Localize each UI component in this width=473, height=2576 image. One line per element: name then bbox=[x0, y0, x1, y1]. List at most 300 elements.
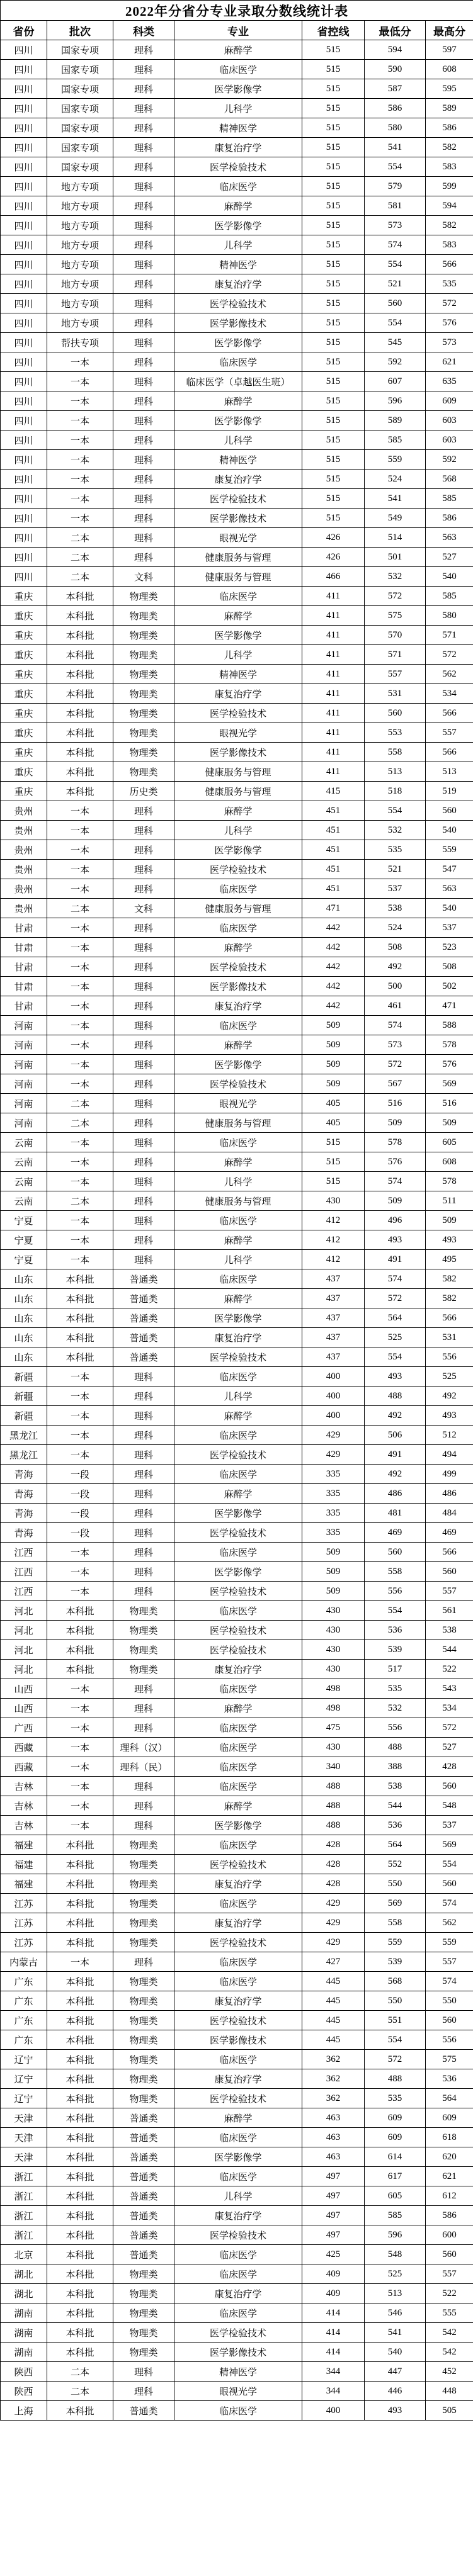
cell-control-line: 509 bbox=[302, 1016, 365, 1035]
cell-max-score: 578 bbox=[426, 1035, 473, 1055]
cell-major: 医学检验技术 bbox=[174, 294, 302, 313]
cell-province: 贵州 bbox=[1, 860, 47, 879]
cell-batch: 本科批 bbox=[47, 1308, 113, 1328]
cell-max-score: 537 bbox=[426, 918, 473, 938]
cell-max-score: 505 bbox=[426, 2401, 473, 2421]
cell-category: 物理类 bbox=[113, 1835, 174, 1855]
cell-min-score: 537 bbox=[365, 879, 426, 899]
cell-batch: 二本 bbox=[47, 2382, 113, 2401]
cell-major: 麻醉学 bbox=[174, 1152, 302, 1172]
cell-control-line: 430 bbox=[302, 1660, 365, 1679]
cell-max-score: 543 bbox=[426, 1679, 473, 1699]
cell-category: 理科 bbox=[113, 1386, 174, 1406]
cell-major: 医学检验技术 bbox=[174, 1582, 302, 1601]
cell-min-score: 568 bbox=[365, 1972, 426, 1991]
cell-max-score: 542 bbox=[426, 2343, 473, 2362]
cell-batch: 二本 bbox=[47, 899, 113, 918]
cell-control-line: 509 bbox=[302, 1074, 365, 1094]
cell-max-score: 568 bbox=[426, 470, 473, 489]
cell-batch: 一本 bbox=[47, 1211, 113, 1230]
cell-category: 文科 bbox=[113, 567, 174, 587]
table-row bbox=[1, 1855, 473, 1874]
cell-control-line: 425 bbox=[302, 2245, 365, 2264]
cell-max-score: 471 bbox=[426, 996, 473, 1016]
table-row bbox=[1, 1972, 473, 1991]
cell-province: 湖南 bbox=[1, 2323, 47, 2343]
cell-control-line: 430 bbox=[302, 1640, 365, 1660]
cell-control-line: 437 bbox=[302, 1269, 365, 1289]
cell-min-score: 491 bbox=[365, 1445, 426, 1465]
cell-max-score: 603 bbox=[426, 430, 473, 450]
cell-control-line: 409 bbox=[302, 2264, 365, 2284]
cell-province: 吉林 bbox=[1, 1816, 47, 1835]
table-row bbox=[1, 977, 473, 996]
cell-min-score: 554 bbox=[365, 801, 426, 821]
cell-control-line: 400 bbox=[302, 2401, 365, 2421]
cell-category: 理科 bbox=[113, 1152, 174, 1172]
cell-province: 甘肃 bbox=[1, 957, 47, 977]
cell-batch: 一本 bbox=[47, 489, 113, 509]
cell-batch: 一本 bbox=[47, 879, 113, 899]
table-row bbox=[1, 1191, 473, 1211]
cell-major: 临床医学 bbox=[174, 60, 302, 79]
table-row bbox=[1, 1523, 473, 1543]
cell-max-score: 569 bbox=[426, 1835, 473, 1855]
cell-batch: 国家专项 bbox=[47, 40, 113, 60]
cell-batch: 一本 bbox=[47, 1699, 113, 1718]
cell-batch: 帮扶专项 bbox=[47, 333, 113, 352]
cell-batch: 本科批 bbox=[47, 2186, 113, 2206]
table-row bbox=[1, 489, 473, 509]
cell-control-line: 429 bbox=[302, 1894, 365, 1913]
cell-province: 北京 bbox=[1, 2245, 47, 2264]
cell-max-score: 594 bbox=[426, 196, 473, 216]
cell-batch: 一段 bbox=[47, 1504, 113, 1523]
cell-major: 健康服务与管理 bbox=[174, 567, 302, 587]
cell-category: 理科 bbox=[113, 2382, 174, 2401]
cell-max-score: 618 bbox=[426, 2128, 473, 2147]
cell-min-score: 558 bbox=[365, 1913, 426, 1933]
cell-max-score: 564 bbox=[426, 2089, 473, 2108]
cell-min-score: 541 bbox=[365, 489, 426, 509]
table-row bbox=[1, 1055, 473, 1074]
table-row bbox=[1, 352, 473, 372]
cell-max-score: 522 bbox=[426, 2284, 473, 2303]
cell-major: 麻醉学 bbox=[174, 801, 302, 821]
cell-province: 河北 bbox=[1, 1660, 47, 1679]
cell-max-score: 608 bbox=[426, 60, 473, 79]
cell-province: 重庆 bbox=[1, 762, 47, 782]
cell-batch: 本科批 bbox=[47, 782, 113, 801]
cell-category: 理科 bbox=[113, 1426, 174, 1445]
cell-control-line: 515 bbox=[302, 118, 365, 138]
cell-batch: 国家专项 bbox=[47, 118, 113, 138]
cell-province: 重庆 bbox=[1, 626, 47, 645]
cell-major: 儿科学 bbox=[174, 99, 302, 118]
cell-min-score: 586 bbox=[365, 99, 426, 118]
table-row bbox=[1, 2284, 473, 2303]
column-header-category: 科类 bbox=[113, 21, 174, 40]
cell-province: 河南 bbox=[1, 1055, 47, 1074]
cell-province: 四川 bbox=[1, 79, 47, 99]
cell-major: 麻醉学 bbox=[174, 1699, 302, 1718]
cell-category: 理科 bbox=[113, 1016, 174, 1035]
cell-control-line: 515 bbox=[302, 313, 365, 333]
column-header-max-score: 最高分 bbox=[426, 21, 473, 40]
cell-control-line: 488 bbox=[302, 1777, 365, 1796]
cell-min-score: 617 bbox=[365, 2167, 426, 2186]
cell-category: 理科 bbox=[113, 489, 174, 509]
cell-max-score: 578 bbox=[426, 1172, 473, 1191]
cell-category: 普通类 bbox=[113, 2186, 174, 2206]
cell-min-score: 388 bbox=[365, 1757, 426, 1777]
cell-category: 物理类 bbox=[113, 1933, 174, 1952]
cell-max-score: 486 bbox=[426, 1484, 473, 1504]
cell-min-score: 548 bbox=[365, 2245, 426, 2264]
cell-max-score: 635 bbox=[426, 372, 473, 391]
cell-major: 临床医学 bbox=[174, 1894, 302, 1913]
cell-batch: 一本 bbox=[47, 1426, 113, 1445]
cell-major: 临床医学 bbox=[174, 1601, 302, 1621]
cell-control-line: 515 bbox=[302, 216, 365, 235]
cell-min-score: 493 bbox=[365, 2401, 426, 2421]
cell-batch: 一本 bbox=[47, 1543, 113, 1562]
cell-control-line: 411 bbox=[302, 684, 365, 704]
table-row bbox=[1, 1074, 473, 1094]
cell-min-score: 554 bbox=[365, 255, 426, 274]
cell-major: 医学检验技术 bbox=[174, 2225, 302, 2245]
cell-control-line: 405 bbox=[302, 1094, 365, 1113]
cell-major: 临床医学 bbox=[174, 2128, 302, 2147]
cell-max-score: 547 bbox=[426, 860, 473, 879]
cell-control-line: 411 bbox=[302, 704, 365, 723]
cell-max-score: 557 bbox=[426, 1582, 473, 1601]
cell-category: 理科 bbox=[113, 2362, 174, 2382]
cell-batch: 一本 bbox=[47, 918, 113, 938]
cell-major: 医学检验技术 bbox=[174, 704, 302, 723]
cell-major: 临床医学 bbox=[174, 1757, 302, 1777]
cell-province: 四川 bbox=[1, 430, 47, 450]
table-row bbox=[1, 1152, 473, 1172]
cell-province: 青海 bbox=[1, 1484, 47, 1504]
cell-control-line: 362 bbox=[302, 2089, 365, 2108]
cell-major: 健康服务与管理 bbox=[174, 1113, 302, 1133]
cell-control-line: 451 bbox=[302, 801, 365, 821]
cell-province: 重庆 bbox=[1, 782, 47, 801]
cell-batch: 地方专项 bbox=[47, 274, 113, 294]
cell-province: 宁夏 bbox=[1, 1211, 47, 1230]
cell-max-score: 484 bbox=[426, 1504, 473, 1523]
cell-category: 理科 bbox=[113, 255, 174, 274]
cell-min-score: 500 bbox=[365, 977, 426, 996]
cell-control-line: 509 bbox=[302, 1055, 365, 1074]
cell-min-score: 496 bbox=[365, 1211, 426, 1230]
cell-province: 广西 bbox=[1, 1718, 47, 1738]
cell-max-score: 599 bbox=[426, 177, 473, 196]
cell-batch: 一本 bbox=[47, 1796, 113, 1816]
cell-major: 医学检验技术 bbox=[174, 1933, 302, 1952]
cell-category: 理科 bbox=[113, 1562, 174, 1582]
cell-province: 江西 bbox=[1, 1543, 47, 1562]
table-row bbox=[1, 1289, 473, 1308]
cell-batch: 本科批 bbox=[47, 1835, 113, 1855]
cell-batch: 本科批 bbox=[47, 684, 113, 704]
cell-category: 理科 bbox=[113, 177, 174, 196]
cell-major: 医学影像技术 bbox=[174, 313, 302, 333]
cell-min-score: 572 bbox=[365, 1055, 426, 1074]
cell-control-line: 515 bbox=[302, 274, 365, 294]
cell-major: 康复治疗学 bbox=[174, 1660, 302, 1679]
table-row bbox=[1, 1465, 473, 1484]
cell-category: 理科 bbox=[113, 1699, 174, 1718]
cell-category: 物理类 bbox=[113, 704, 174, 723]
cell-category: 理科 bbox=[113, 40, 174, 60]
table-row bbox=[1, 2382, 473, 2401]
cell-province: 贵州 bbox=[1, 899, 47, 918]
cell-province: 四川 bbox=[1, 60, 47, 79]
cell-major: 康复治疗学 bbox=[174, 1328, 302, 1347]
cell-min-score: 578 bbox=[365, 1133, 426, 1152]
table-row bbox=[1, 40, 473, 60]
cell-batch: 本科批 bbox=[47, 2069, 113, 2089]
cell-province: 云南 bbox=[1, 1133, 47, 1152]
table-row bbox=[1, 99, 473, 118]
cell-control-line: 437 bbox=[302, 1347, 365, 1367]
cell-control-line: 412 bbox=[302, 1230, 365, 1250]
cell-max-score: 554 bbox=[426, 1855, 473, 1874]
table-row bbox=[1, 1991, 473, 2011]
cell-max-score: 563 bbox=[426, 528, 473, 548]
cell-control-line: 429 bbox=[302, 1913, 365, 1933]
cell-min-score: 556 bbox=[365, 1718, 426, 1738]
cell-major: 医学检验技术 bbox=[174, 489, 302, 509]
cell-major: 医学检验技术 bbox=[174, 1855, 302, 1874]
cell-batch: 本科批 bbox=[47, 1933, 113, 1952]
cell-category: 物理类 bbox=[113, 1601, 174, 1621]
table-row bbox=[1, 2401, 473, 2421]
cell-max-score: 534 bbox=[426, 684, 473, 704]
cell-batch: 二本 bbox=[47, 1191, 113, 1211]
table-row bbox=[1, 645, 473, 665]
table-row bbox=[1, 118, 473, 138]
cell-province: 广东 bbox=[1, 1972, 47, 1991]
cell-batch: 一本 bbox=[47, 1230, 113, 1250]
cell-major: 康复治疗学 bbox=[174, 684, 302, 704]
cell-batch: 一段 bbox=[47, 1484, 113, 1504]
cell-control-line: 515 bbox=[302, 40, 365, 60]
cell-province: 上海 bbox=[1, 2401, 47, 2421]
cell-major: 临床医学 bbox=[174, 1972, 302, 1991]
cell-category: 物理类 bbox=[113, 1855, 174, 1874]
cell-control-line: 515 bbox=[302, 79, 365, 99]
cell-major: 医学影像学 bbox=[174, 333, 302, 352]
cell-province: 西藏 bbox=[1, 1738, 47, 1757]
cell-province: 黑龙江 bbox=[1, 1426, 47, 1445]
cell-province: 江西 bbox=[1, 1562, 47, 1582]
cell-max-score: 469 bbox=[426, 1523, 473, 1543]
cell-min-score: 596 bbox=[365, 2225, 426, 2245]
cell-control-line: 451 bbox=[302, 840, 365, 860]
cell-max-score: 574 bbox=[426, 1894, 473, 1913]
cell-batch: 一本 bbox=[47, 821, 113, 840]
table-row bbox=[1, 840, 473, 860]
cell-min-score: 447 bbox=[365, 2362, 426, 2382]
cell-major: 临床医学 bbox=[174, 1738, 302, 1757]
cell-category: 物理类 bbox=[113, 2303, 174, 2323]
cell-min-score: 540 bbox=[365, 2343, 426, 2362]
cell-province: 天津 bbox=[1, 2128, 47, 2147]
table-row bbox=[1, 1016, 473, 1035]
cell-control-line: 411 bbox=[302, 626, 365, 645]
cell-batch: 本科批 bbox=[47, 626, 113, 645]
table-row bbox=[1, 1172, 473, 1191]
cell-control-line: 430 bbox=[302, 1191, 365, 1211]
cell-max-score: 555 bbox=[426, 2303, 473, 2323]
cell-max-score: 495 bbox=[426, 1250, 473, 1269]
cell-category: 理科 bbox=[113, 1055, 174, 1074]
cell-province: 重庆 bbox=[1, 743, 47, 762]
cell-min-score: 525 bbox=[365, 1328, 426, 1347]
cell-major: 临床医学 bbox=[174, 1952, 302, 1972]
cell-category: 理科 bbox=[113, 821, 174, 840]
cell-batch: 一本 bbox=[47, 1582, 113, 1601]
table-row bbox=[1, 1835, 473, 1855]
cell-category: 普通类 bbox=[113, 2128, 174, 2147]
cell-category: 理科 bbox=[113, 1094, 174, 1113]
cell-category: 理科 bbox=[113, 138, 174, 157]
cell-category: 理科 bbox=[113, 1445, 174, 1465]
table-row bbox=[1, 860, 473, 879]
cell-batch: 一本 bbox=[47, 391, 113, 411]
cell-category: 理科 bbox=[113, 333, 174, 352]
cell-major: 医学影像学 bbox=[174, 411, 302, 430]
cell-max-score: 550 bbox=[426, 1991, 473, 2011]
cell-max-score: 569 bbox=[426, 1074, 473, 1094]
cell-batch: 一本 bbox=[47, 352, 113, 372]
cell-max-score: 523 bbox=[426, 938, 473, 957]
cell-max-score: 605 bbox=[426, 1133, 473, 1152]
table-row bbox=[1, 1543, 473, 1562]
cell-max-score: 575 bbox=[426, 2050, 473, 2069]
cell-batch: 本科批 bbox=[47, 723, 113, 743]
table-row bbox=[1, 743, 473, 762]
cell-max-score: 566 bbox=[426, 704, 473, 723]
cell-category: 普通类 bbox=[113, 1289, 174, 1308]
cell-batch: 一本 bbox=[47, 977, 113, 996]
cell-major: 儿科学 bbox=[174, 821, 302, 840]
cell-province: 四川 bbox=[1, 99, 47, 118]
cell-category: 物理类 bbox=[113, 1660, 174, 1679]
cell-max-score: 560 bbox=[426, 801, 473, 821]
cell-batch: 一本 bbox=[47, 1250, 113, 1269]
cell-category: 理科 bbox=[113, 1484, 174, 1504]
cell-province: 宁夏 bbox=[1, 1250, 47, 1269]
cell-control-line: 445 bbox=[302, 1991, 365, 2011]
cell-min-score: 535 bbox=[365, 1679, 426, 1699]
table-row bbox=[1, 548, 473, 567]
table-row bbox=[1, 2225, 473, 2245]
cell-major: 康复治疗学 bbox=[174, 274, 302, 294]
table-row bbox=[1, 2108, 473, 2128]
cell-min-score: 574 bbox=[365, 1172, 426, 1191]
cell-batch: 本科批 bbox=[47, 2401, 113, 2421]
cell-min-score: 560 bbox=[365, 294, 426, 313]
cell-major: 医学影像技术 bbox=[174, 743, 302, 762]
cell-major: 临床医学 bbox=[174, 1016, 302, 1035]
cell-province: 青海 bbox=[1, 1504, 47, 1523]
cell-batch: 本科批 bbox=[47, 704, 113, 723]
cell-max-score: 519 bbox=[426, 782, 473, 801]
cell-batch: 一本 bbox=[47, 801, 113, 821]
cell-max-score: 574 bbox=[426, 1972, 473, 1991]
cell-control-line: 515 bbox=[302, 177, 365, 196]
cell-batch: 一本 bbox=[47, 430, 113, 450]
cell-max-score: 566 bbox=[426, 743, 473, 762]
cell-province: 四川 bbox=[1, 177, 47, 196]
cell-category: 普通类 bbox=[113, 2147, 174, 2167]
cell-min-score: 572 bbox=[365, 2050, 426, 2069]
cell-min-score: 585 bbox=[365, 430, 426, 450]
cell-category: 理科 bbox=[113, 996, 174, 1016]
cell-category: 物理类 bbox=[113, 2343, 174, 2362]
cell-batch: 一本 bbox=[47, 1816, 113, 1835]
cell-province: 云南 bbox=[1, 1191, 47, 1211]
cell-category: 理科 bbox=[113, 1035, 174, 1055]
table-row bbox=[1, 2147, 473, 2167]
cell-major: 医学检验技术 bbox=[174, 157, 302, 177]
cell-province: 甘肃 bbox=[1, 996, 47, 1016]
cell-min-score: 532 bbox=[365, 567, 426, 587]
cell-major: 临床医学 bbox=[174, 352, 302, 372]
cell-major: 临床医学 bbox=[174, 1367, 302, 1386]
cell-province: 山东 bbox=[1, 1347, 47, 1367]
cell-province: 河南 bbox=[1, 1113, 47, 1133]
cell-control-line: 451 bbox=[302, 821, 365, 840]
cell-control-line: 429 bbox=[302, 1933, 365, 1952]
table-row bbox=[1, 2050, 473, 2069]
table-row bbox=[1, 79, 473, 99]
cell-batch: 一本 bbox=[47, 1035, 113, 1055]
cell-major: 麻醉学 bbox=[174, 1484, 302, 1504]
cell-province: 新疆 bbox=[1, 1406, 47, 1426]
cell-category: 理科 bbox=[113, 60, 174, 79]
cell-max-score: 492 bbox=[426, 1386, 473, 1406]
cell-batch: 一本 bbox=[47, 957, 113, 977]
cell-major: 麻醉学 bbox=[174, 196, 302, 216]
cell-major: 临床医学 bbox=[174, 918, 302, 938]
cell-province: 四川 bbox=[1, 294, 47, 313]
cell-control-line: 335 bbox=[302, 1465, 365, 1484]
cell-batch: 本科批 bbox=[47, 587, 113, 606]
cell-min-score: 573 bbox=[365, 1035, 426, 1055]
cell-max-score: 586 bbox=[426, 509, 473, 528]
table-row bbox=[1, 1308, 473, 1328]
cell-min-score: 513 bbox=[365, 762, 426, 782]
cell-major: 儿科学 bbox=[174, 235, 302, 255]
cell-batch: 一本 bbox=[47, 996, 113, 1016]
cell-province: 贵州 bbox=[1, 879, 47, 899]
cell-control-line: 430 bbox=[302, 1601, 365, 1621]
cell-category: 理科 bbox=[113, 1582, 174, 1601]
cell-major: 康复治疗学 bbox=[174, 2206, 302, 2225]
cell-major: 眼视光学 bbox=[174, 1094, 302, 1113]
cell-batch: 地方专项 bbox=[47, 235, 113, 255]
cell-major: 临床医学 bbox=[174, 587, 302, 606]
cell-province: 山东 bbox=[1, 1269, 47, 1289]
cell-control-line: 515 bbox=[302, 430, 365, 450]
table-row bbox=[1, 1894, 473, 1913]
cell-control-line: 515 bbox=[302, 391, 365, 411]
